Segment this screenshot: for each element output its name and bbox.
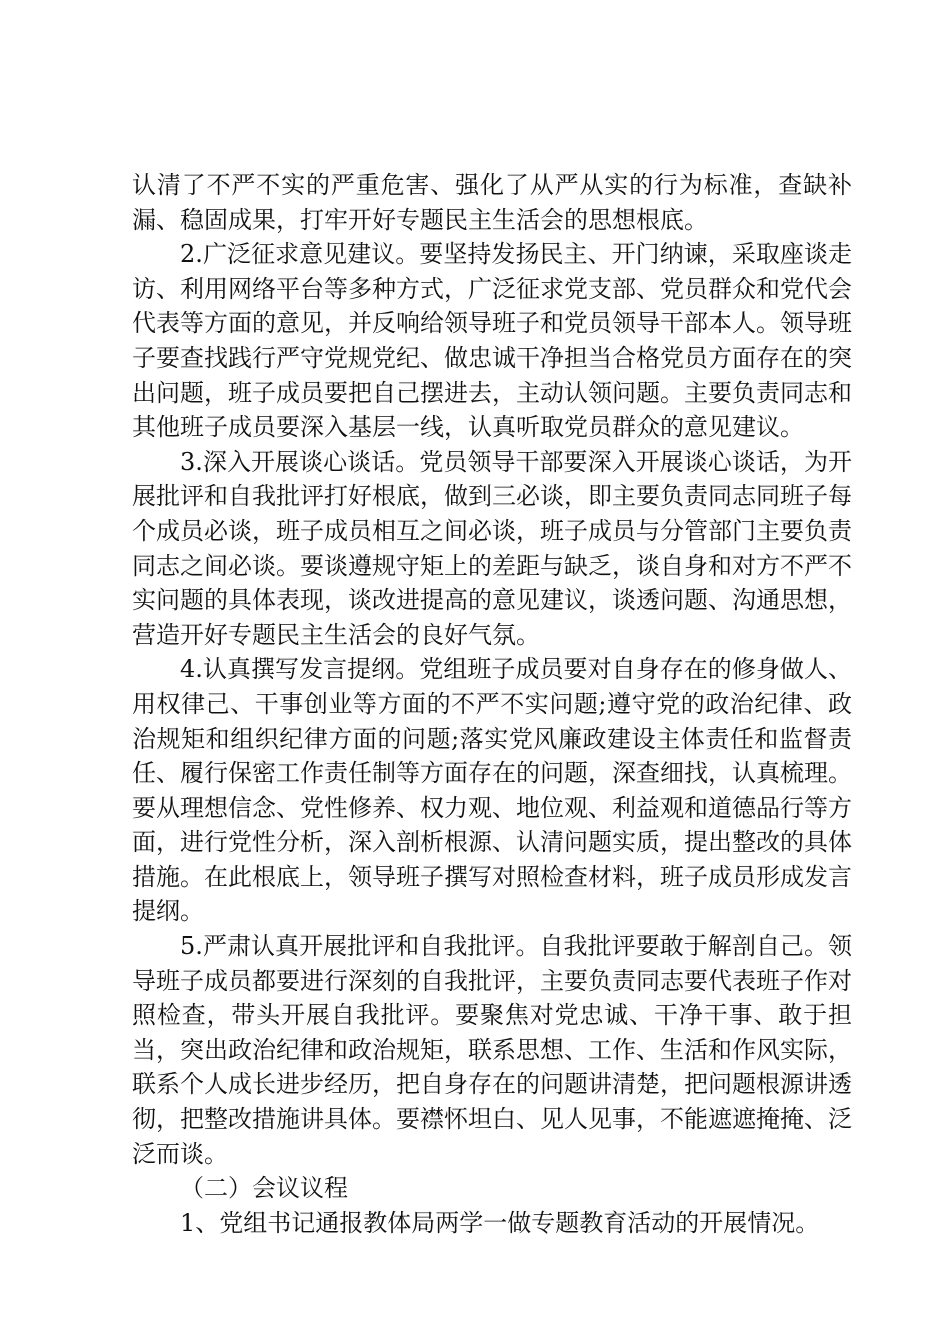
paragraph-item-5: 5.严肃认真开展批评和自我批评。自我批评要敢于解剖自己。领导班子成员都要进行深刻的自我批评，主要负责同志要代表班子作对照检查，带头开展自我批评。要聚焦对党忠诚、干净干事、敢于担当，突出政治纪律和政治规矩，联系思想、工作、生活和作风实际，联系个人成长进步经历，把自身存在的问题讲清楚，把问题根源讲透彻，把整改措施讲具体。要襟怀坦白、见人见事，不能遮遮掩掩、泛泛而谈。 (132, 932, 852, 1168)
paragraph-item-4: 4.认真撰写发言提纲。党组班子成员要对自身存在的修身做人、用权律己、干事创业等方面的不严不实问题;遵守党的政治纪律、政治规矩和组织纪律方面的问题;落实党风廉政建设主体责任和监督责任、履行保密工作责任制等方面存在的问题，深查细找，认真梳理。要从理想信念、党性修养、权力观、地位观、利益观和道德品行等方面，进行党性分析，深入剖析根源、认清问题实质，提出整改的具体措施。在此根底上，领导班子撰写对照检查材料，班子成员形成发言提纲。 (132, 655, 852, 926)
paragraph-item-3: 3.深入开展谈心谈话。党员领导干部要深入开展谈心谈话，为开展批评和自我批评打好根底，做到三必谈，即主要负责同志同班子每个成员必谈，班子成员相互之间必谈，班子成员与分管部门主要负责同志之间必谈。要谈遵规守矩上的差距与缺乏，谈自身和对方不严不实问题的具体表现，谈改进提高的意见建议，谈透问题、沟通思想，营造开好专题民主生活会的良好气氛。 (132, 447, 852, 649)
section-heading-agenda: （二）会议议程 (180, 1174, 348, 1203)
paragraph-item-2: 2.广泛征求意见建议。要坚持发扬民主、开门纳谏，采取座谈走访、利用网络平台等多种方式，广泛征求党支部、党员群众和党代会代表等方面的意见，并反响给领导班子和党员领导干部本人。领导班子要查找践行严守党规党纪、做忠诚干净担当合格党员方面存在的突出问题，班子成员要把自己摆进去，主动认领问题。主要负责同志和其他班子成员要深入基层一线，认真听取党员群众的意见建议。 (132, 240, 852, 442)
body-text (132, 168, 852, 1240)
paragraph-continuation: 认清了不严不实的严重危害、强化了从严从实的行为标准，查缺补漏、稳固成果，打牢开好专题民主生活会的思想根底。 (132, 171, 852, 234)
agenda-item-1: 1、党组书记通报教体局两学一做专题教育活动的开展情况。 (180, 1208, 820, 1237)
